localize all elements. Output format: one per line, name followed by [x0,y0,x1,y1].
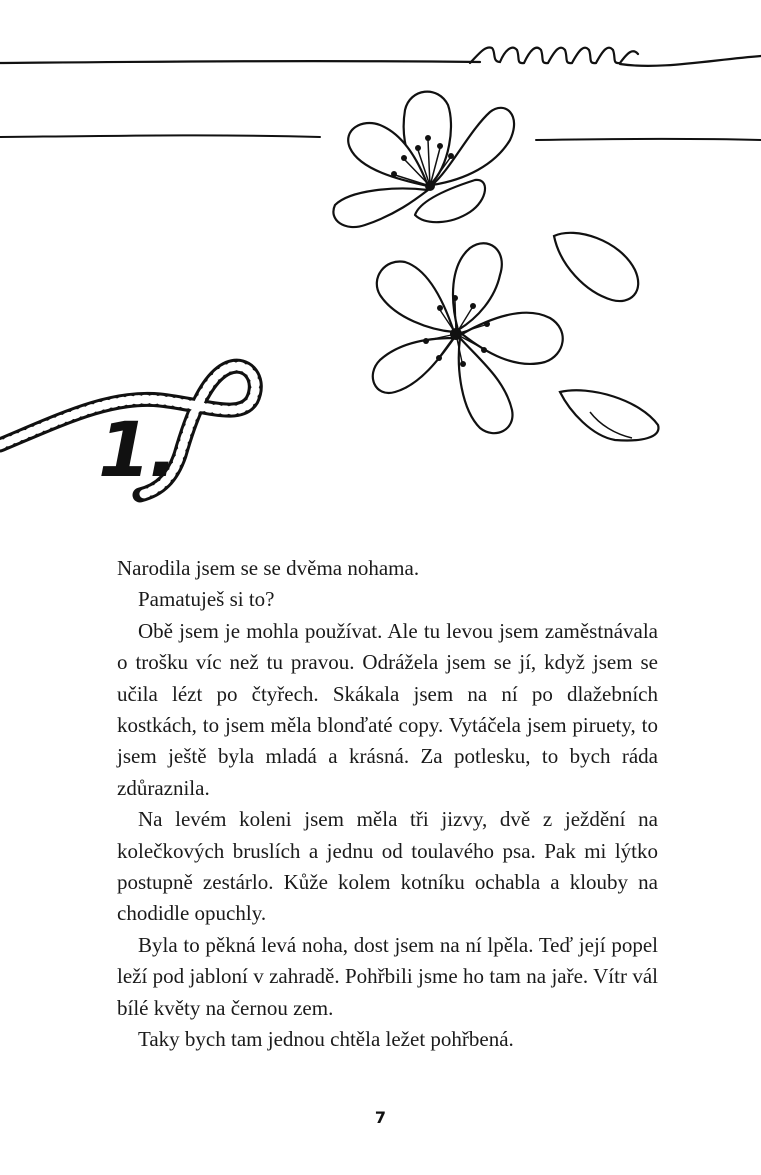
paragraph: Taky bych tam jednou chtěla ležet pohřbená. [138,1027,514,1052]
paragraph: Pamatuješ si to? [138,587,275,612]
chapter-number: 1. [98,405,176,494]
falling-petal-icon [554,233,658,441]
page-number: 7 [374,1108,387,1127]
decorative-line-top [0,47,761,65]
paragraph: Na levém koleni jsem měla tři jizvy, dvě z ježdění na kolečkových bruslích a jednu od toulavého psa. Pak mi lýtko postupně zestárlo. Kůže kolem kotníku ochabla a klouby na chodidle opuchly. [117,807,658,926]
blossom-main-icon [373,243,563,433]
blossom-upper-icon [333,92,514,227]
paragraph: Byla to pěkná levá noha, dost jsem na ní lpěla. Teď její popel leží pod jabloní v zahradě. Pohřbili jsme ho tam na jaře. Vítr vál bílé květy na černou zem. [117,932,658,1020]
paragraph: Narodila jsem se se dvěma nohama. [117,556,420,580]
chapter-text [117,553,658,1056]
paragraph: Obě jsem je mohla používat. Ale tu levou jsem zaměstnávala o trošku víc než tu pravou. Odrážela jsem se jí, když jsem se učila lézt po čtyřech. Skákala jsem na ní po dlažebních kostkách, to jsem měla blonďaté copy. Vytáčela jsem piruety, to jsem ještě byla mladá a krásná. Za potlesku, to bych ráda zdůraznila. [117,618,658,800]
